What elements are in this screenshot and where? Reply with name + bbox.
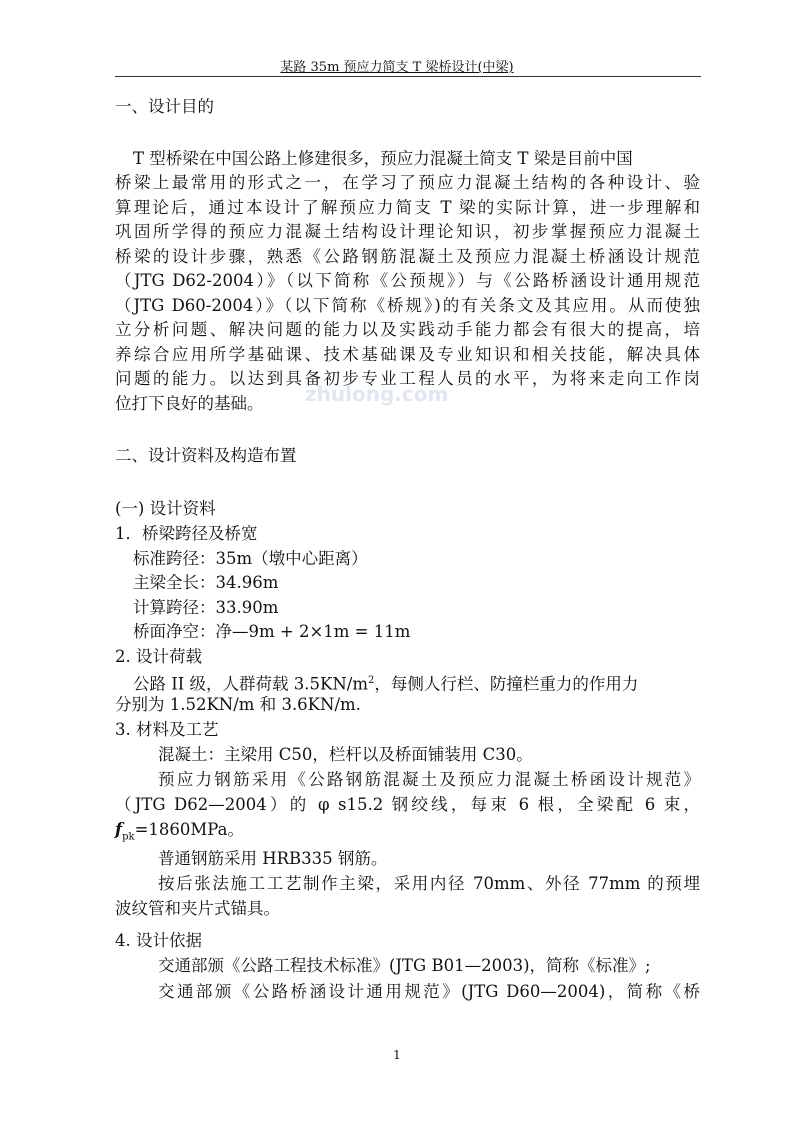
para-line: T 型桥梁在中国公路上修建很多，预应力混凝土简支 T 梁是目前中国 [133, 149, 633, 168]
para-line: 养综合应用所学基础课、技术基础课及专业知识和相关技能，解决具体 [115, 345, 700, 364]
item2-line: 分别为 1.52KN/m 和 3.6KN/m. [115, 695, 361, 714]
item3-line: 波纹管和夹片式锚具。 [115, 899, 280, 918]
item3-line: 按后张法施工工艺制作主梁，采用内径 70mm、外径 77mm 的预埋 [158, 874, 700, 893]
header-rule [115, 76, 701, 77]
item1-line: 计算跨径：33.90m [133, 598, 279, 617]
item1-line: 标准跨径：35m（墩中心距离） [133, 549, 368, 568]
section2-heading: 二、设计资料及构造布置 [115, 446, 297, 465]
item3-title: 3. 材料及工艺 [115, 720, 219, 739]
item1-line: 主梁全长：34.96m [133, 573, 279, 592]
para-line: 问题的能力。以达到具备初步专业工程人员的水平，为将来走向工作岗 [115, 369, 700, 388]
item1-line: 桥面净空：净—9m + 2×1m = 11m [133, 622, 411, 641]
item3-line [115, 819, 244, 848]
page-number: 1 [393, 1048, 401, 1062]
item2-line-b: ，每侧人行栏、防撞栏重力的作用力 [374, 674, 639, 694]
para-line: （JTG D62-2004）》（以下简称《公预规》）与《公路桥涵设计通用规范 [115, 271, 700, 290]
item2-line-a: 公路 II 级，人群荷载 3.5KN/m [133, 674, 368, 694]
page-header [0, 56, 794, 75]
para-line: 立分析问题、解决问题的能力以及实践动手能力都会有很大的提高，培 [115, 320, 700, 339]
item3-line: 预应力钢筋采用《公路钢筋混凝土及预应力混凝土桥函设计规范》 [158, 770, 700, 789]
para-line: 桥梁上最常用的形式之一，在学习了预应力混凝土结构的各种设计、验 [115, 173, 700, 192]
item4-line: 交通部颁《公路工程技术标准》(JTG B01—2003)，简称《标准》; [158, 956, 651, 975]
item3-line: （JTG D62—2004）的 φ s15.2 钢绞线，每束 6 根，全梁配 6 束， [115, 795, 700, 814]
item4-title: 4. 设计依据 [115, 931, 202, 950]
para-line: 算理论后，通过本设计了解预应力简支 T 梁的实际计算，进一步理解和 [115, 198, 700, 217]
para-line: 巩固所学得的预应力混凝土结构设计理论知识，初步掌握预应力混凝土 [115, 222, 700, 241]
subscript: pk [122, 831, 135, 843]
item3-line: 混凝土：主梁用 C50，栏杆以及桥面铺装用 C30。 [158, 745, 533, 764]
para-line: 桥梁的设计步骤，熟悉《公路钢筋混凝土及预应力混凝土桥涵设计规范 [115, 247, 700, 266]
para-line: 位打下良好的基础。 [115, 394, 264, 413]
para-line: （JTG D60-2004）》（以下简称《桥规》)的有关条文及其应用。从而使独 [115, 296, 700, 315]
f-symbol: f [115, 820, 123, 839]
item3-line: 普通钢筋采用 HRB335 钢筋。 [158, 849, 388, 868]
item1-title: 1．桥梁跨径及桥宽 [115, 524, 258, 543]
header-title: 某路 35m 预应力简支 T 梁桥设计(中梁) [280, 60, 514, 75]
item3-value: =1860MPa。 [134, 820, 244, 839]
item2-title: 2. 设计荷载 [115, 647, 202, 666]
item4-line: 交通部颁《公路桥涵设计通用规范》(JTG D60—2004)，简称《桥 [158, 982, 700, 1001]
watermark-text: zhulong.com [305, 382, 449, 406]
item2-line [133, 670, 638, 696]
section1-heading: 一、设计目的 [115, 97, 214, 116]
subsection-heading: (一) 设计资料 [115, 499, 216, 518]
superscript: 2 [367, 675, 375, 686]
